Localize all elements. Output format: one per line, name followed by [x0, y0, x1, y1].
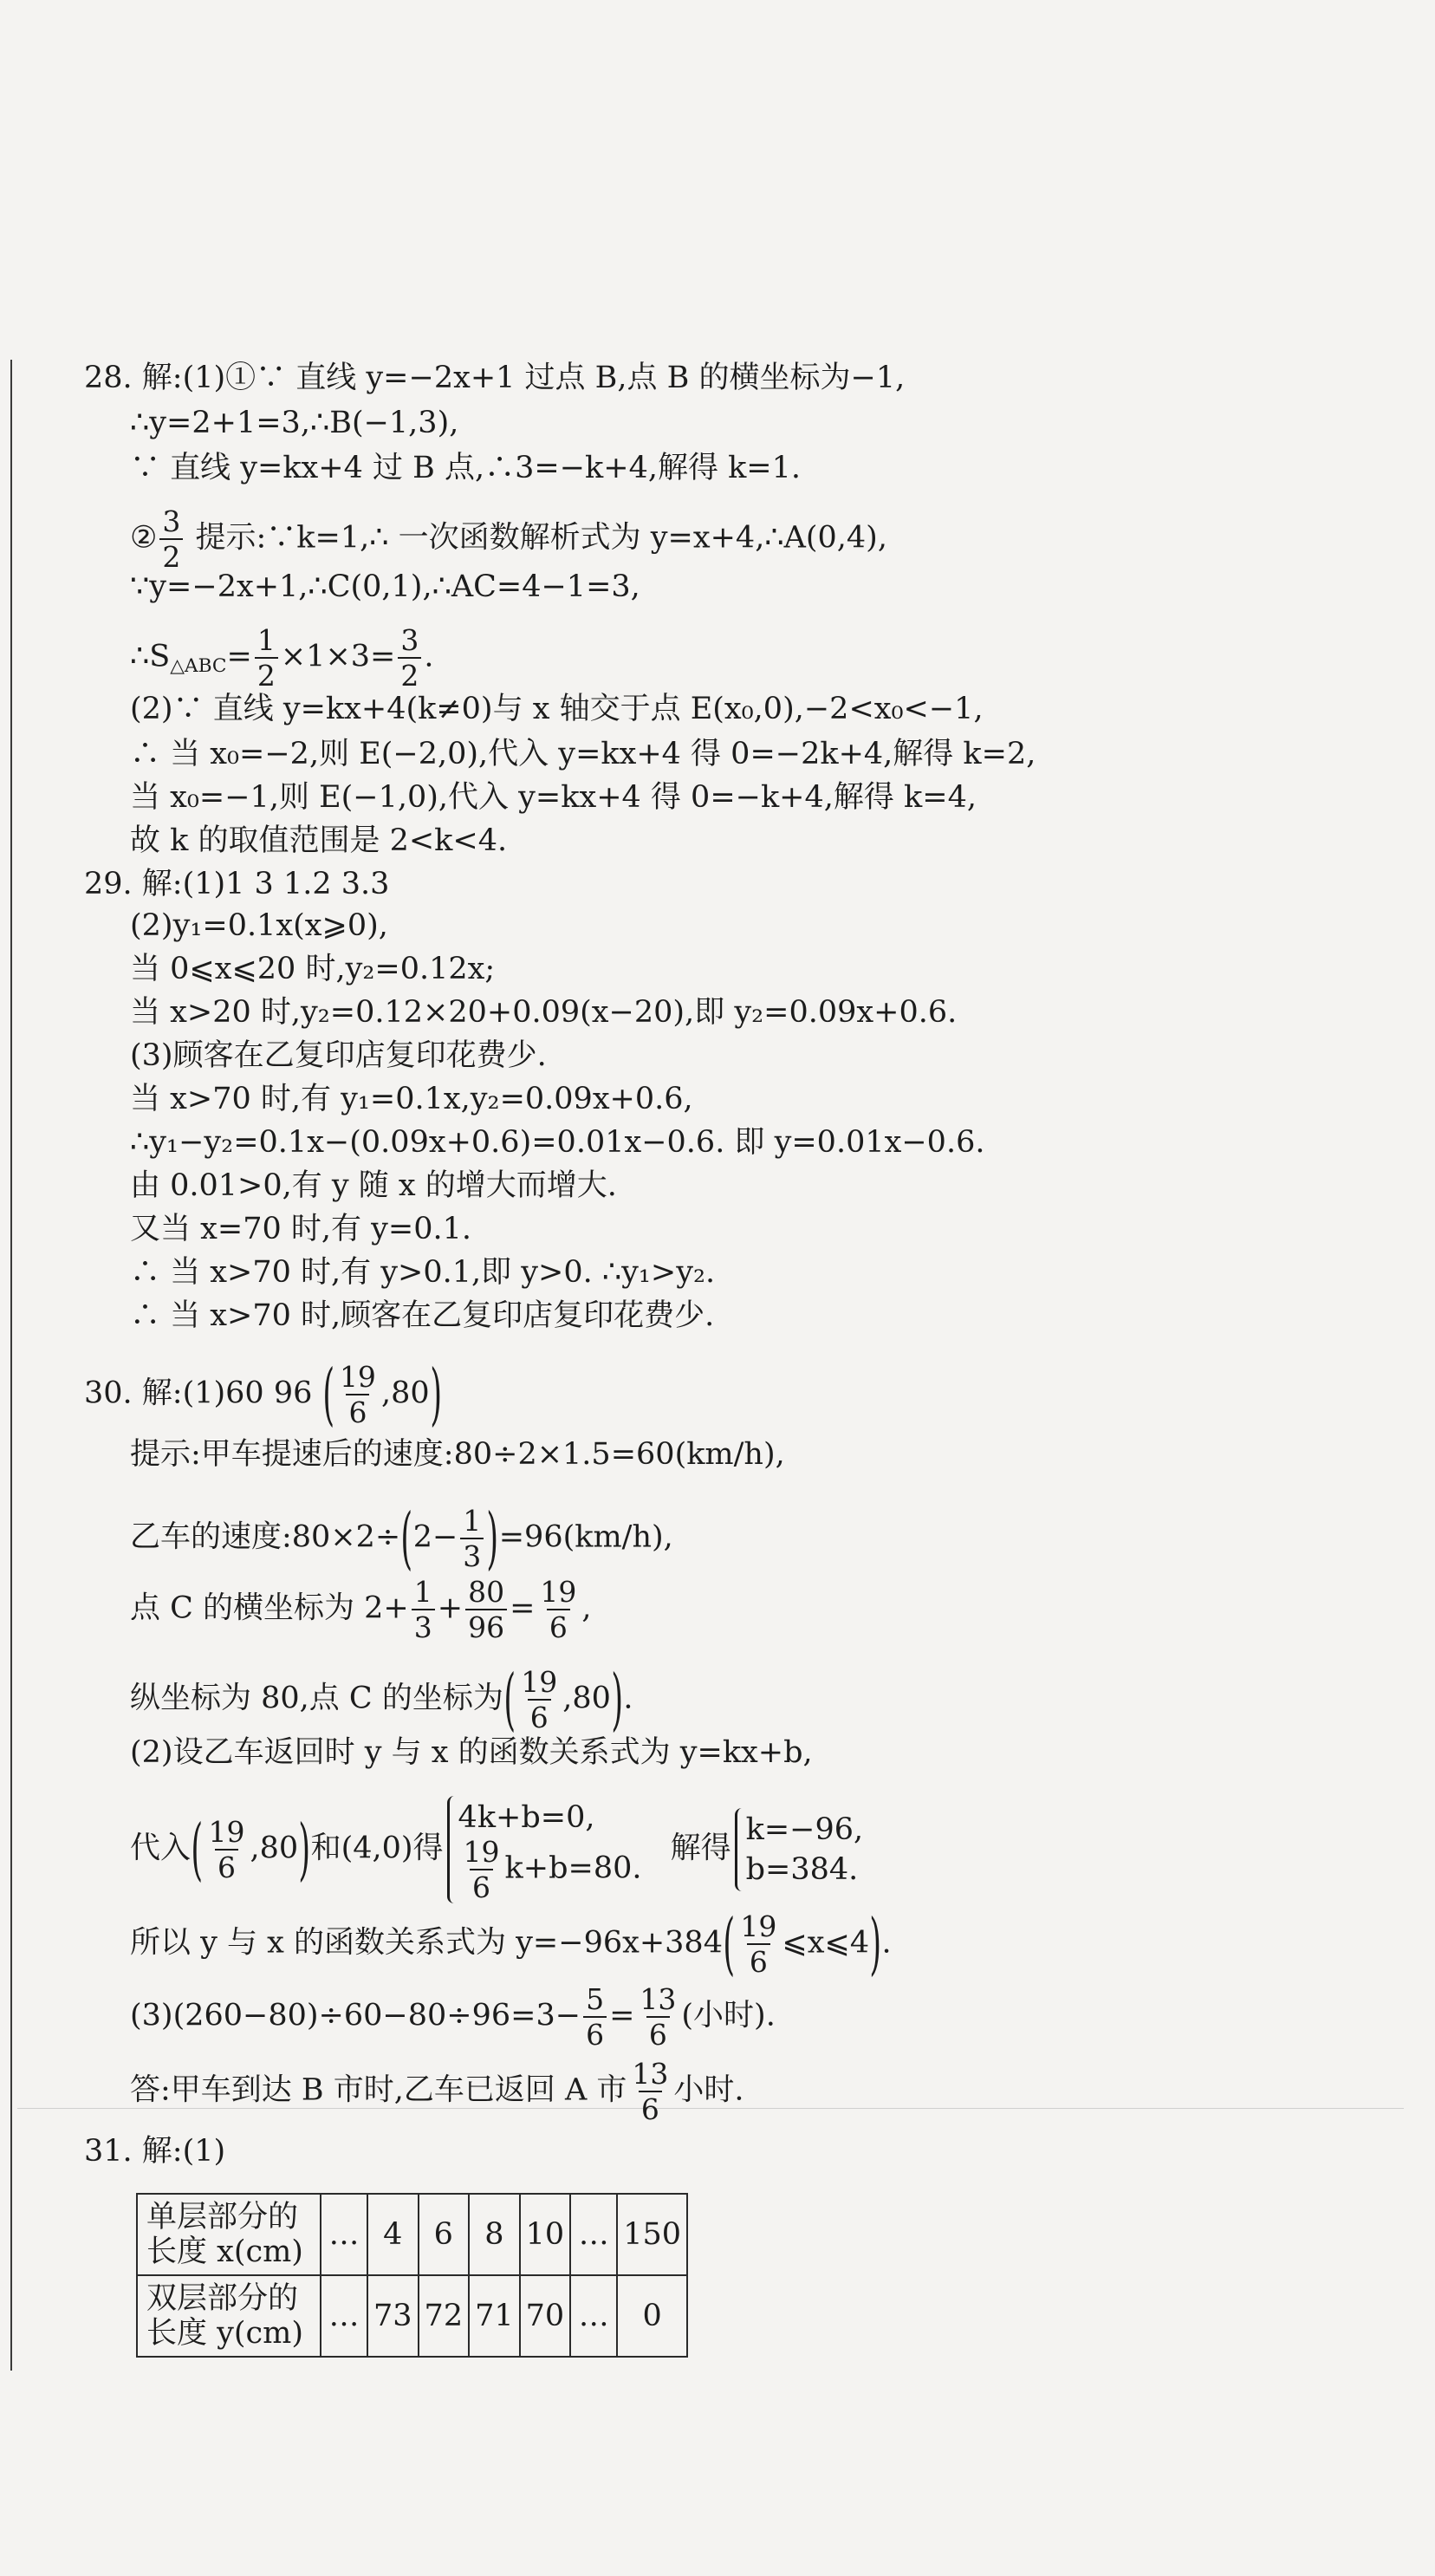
fraction: $\frac{1}{2}$ — [255, 626, 278, 690]
margin-line — [10, 360, 12, 2371]
q28-line-8: ∴ 当 x₀=−2,则 E(−2,0),代入 y=kx+4 得 0=−2k+4,解得 k=2, — [130, 737, 1036, 771]
q29-line-10: ∴ 当 x>70 时,有 y>0.1,即 y>0. ∴y₁>y₂. — [130, 1255, 716, 1290]
q29-line-2: (2)y₁=0.1x(x⩾0), — [130, 908, 388, 943]
table-cell: … — [570, 2194, 617, 2275]
fraction: $\frac{80}{96}$ — [465, 1577, 507, 1642]
table-cell: 6 — [419, 2194, 470, 2275]
table-cell: 10 — [520, 2194, 571, 2275]
q29-line-8: 由 0.01>0,有 y 随 x 的增大而增大. — [130, 1168, 617, 1203]
q28-line-2: ∴y=2+1=3,∴B(−1,3), — [130, 406, 459, 440]
length-relation-table — [136, 2193, 688, 2358]
fraction: $\frac{1}{3}$ — [412, 1577, 435, 1642]
q30-line-1: 30. 解:(1)60 96 ( $\frac{19}{6}$ ,80) — [84, 1356, 442, 1434]
q30-line-10: 答:甲车到达 B 市时,乙车已返回 A 市 $\frac{13}{6}$ 小时. — [130, 2057, 744, 2126]
fraction: $\frac{19}{6}$ — [463, 1835, 500, 1904]
table-cell: … — [321, 2194, 367, 2275]
q29-line-5: (3)顾客在乙复印店复印花费少. — [130, 1038, 547, 1073]
q28-line-1: 28. 解:(1)①∵ 直线 y=−2x+1 过点 B,点 B 的横坐标为−1, — [84, 361, 906, 395]
q28-line-5: ∵y=−2x+1,∴C(0,1),∴AC=4−1=3, — [130, 569, 640, 604]
q29-line-9: 又当 x=70 时,有 y=0.1. — [130, 1212, 471, 1246]
q29-line-7: ∴y₁−y₂=0.1x−(0.09x+0.6)=0.01x−0.6. 即 y=0.01x−0.6. — [130, 1125, 985, 1160]
table-cell: 0 — [617, 2275, 687, 2357]
fraction: $\frac{5}{6}$ — [583, 1985, 607, 2049]
q30-line-8: 所以 y 与 x 的函数关系式为 y=−96x+384( $\frac{19}{6}$ ⩽x⩽4). — [130, 1905, 892, 1983]
equation-system: 4k+b=0, $\frac{19}{6}$ k+b=80. — [447, 1796, 642, 1903]
fraction: $\frac{13}{6}$ — [632, 2057, 669, 2126]
fraction: $\frac{19}{6}$ — [740, 1909, 777, 1979]
q29-line-4: 当 x>20 时,y₂=0.12×20+0.09(x−20),即 y₂=0.09x+0.6. — [130, 995, 958, 1030]
fraction: $\frac{1}{3}$ — [460, 1506, 484, 1571]
table-row — [137, 2194, 687, 2275]
table-cell: 71 — [469, 2275, 520, 2357]
fraction: $\frac{19}{6}$ — [339, 1360, 376, 1429]
fraction: $\frac{19}{6}$ — [540, 1575, 577, 1644]
row-header: 单层部分的 长度 x(cm) — [137, 2194, 321, 2275]
q30-line-7: 代入( $\frac{19}{6}$ ,80)和(4,0)得 4k+b=0, $\frac{19}{6}$ k+b=80. 解得 k=−96, b=384. — [130, 1796, 863, 1903]
table-cell: 4 — [367, 2194, 419, 2275]
q30-line-6: (2)设乙车返回时 y 与 x 的函数关系式为 y=kx+b, — [130, 1735, 813, 1770]
fraction: $\frac{3}{2}$ — [398, 626, 421, 690]
q30-line-5: 纵坐标为 80,点 C 的坐标为( $\frac{19}{6}$ ,80). — [130, 1661, 633, 1739]
fraction: $\frac{3}{2}$ — [159, 507, 183, 571]
q29-line-1: 29. 解:(1)1 3 1.2 3.3 — [84, 867, 390, 901]
row-header: 双层部分的 长度 y(cm) — [137, 2275, 321, 2357]
q29-line-6: 当 x>70 时,有 y₁=0.1x,y₂=0.09x+0.6, — [130, 1082, 693, 1116]
q28-line-4: ② $\frac{3}{2}$ 提示:∵k=1,∴ 一次函数解析式为 y=x+4,∴A(0,4), — [130, 504, 887, 574]
q28-line-10: 故 k 的取值范围是 2<k<4. — [130, 823, 508, 858]
q30-line-3: 乙车的速度:80×2÷(2− $\frac{1}{3}$ )=96(km/h), — [130, 1499, 673, 1577]
table-cell: … — [321, 2275, 367, 2357]
table-cell: 8 — [469, 2194, 520, 2275]
q30-line-2: 提示:甲车提速后的速度:80÷2×1.5=60(km/h), — [130, 1437, 785, 1472]
q28-line-3: ∵ 直线 y=kx+4 过 B 点,∴3=−k+4,解得 k=1. — [130, 451, 802, 485]
table-cell: 150 — [617, 2194, 687, 2275]
fraction: $\frac{19}{6}$ — [208, 1815, 245, 1884]
table-cell: 72 — [419, 2275, 470, 2357]
q28-line-9: 当 x₀=−1,则 E(−1,0),代入 y=kx+4 得 0=−k+4,解得 k=4, — [130, 780, 977, 815]
table-cell: … — [570, 2275, 617, 2357]
table-cell: 73 — [367, 2275, 419, 2357]
q30-line-9: (3)(260−80)÷60−80÷96=3− $\frac{5}{6}$ = $\frac{13}{6}$ (小时). — [130, 1982, 776, 2052]
solution-system: k=−96, b=384. — [735, 1808, 864, 1891]
q28-line-6: $\therefore S_{\triangle ABC}=$ $\frac{1}{2}$ ×1×3= $\frac{3}{2}$ . — [130, 623, 434, 693]
table-row — [137, 2275, 687, 2357]
table-cell: 70 — [520, 2275, 571, 2357]
fraction: $\frac{19}{6}$ — [521, 1665, 558, 1734]
q31-line-1: 31. 解:(1) — [84, 2134, 226, 2169]
q28-line-7: (2)∵ 直线 y=kx+4(k≠0)与 x 轴交于点 E(x₀,0),−2<x₀<−1, — [130, 692, 984, 726]
fraction: $\frac{13}{6}$ — [640, 1982, 677, 2052]
q29-line-3: 当 0⩽x⩽20 时,y₂=0.12x; — [130, 952, 496, 986]
q29-line-11: ∴ 当 x>70 时,顾客在乙复印店复印花费少. — [130, 1298, 715, 1333]
q30-line-4: 点 C 的横坐标为 2+ $\frac{1}{3}$ + $\frac{80}{96}$ = $\frac{19}{6}$ , — [130, 1575, 592, 1644]
